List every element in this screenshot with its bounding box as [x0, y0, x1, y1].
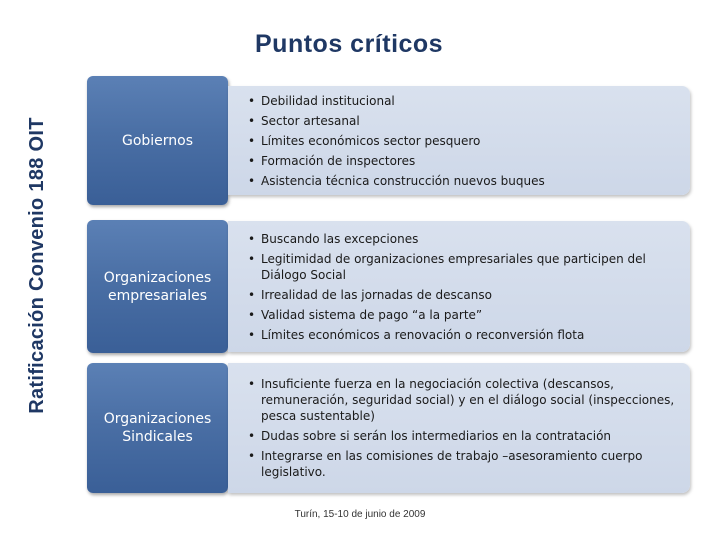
list-item: • Integrarse en las comisiones de trabajo –asesoramiento cuerpo legislativo.: [248, 448, 680, 480]
row-label-organizaciones-sindicales: [87, 363, 228, 493]
list-item: • Legitimidad de organizaciones empresariales que participen del Diálogo Social: [248, 251, 680, 283]
row-label-text: Organizaciones Sindicales: [103, 411, 212, 445]
row-content-organizaciones-sindicales: [228, 363, 690, 493]
list-item: • Asistencia técnica construcción nuevos buques: [248, 173, 680, 189]
list-item: • Límites económicos sector pesquero: [248, 133, 680, 149]
bullet-list: [248, 376, 680, 480]
side-title-text: Ratificación Convenio 188 OIT: [25, 116, 48, 414]
list-item: • Formación de inspectores: [248, 153, 680, 169]
list-item: • Sector artesanal: [248, 113, 680, 129]
footer: Turín, 15-10 de junio de 2009: [294, 509, 426, 520]
list-item: • Insuficiente fuerza en la negociación colectiva (descansos, remuneración, seguridad social) y en el diálogo social (inspecciones, pesca sustentable): [248, 376, 680, 424]
list-item: • Debilidad institucional: [248, 93, 680, 109]
side-title: [22, 60, 52, 470]
page-title: Puntos críticos: [255, 30, 444, 58]
row-label-gobiernos: [87, 76, 228, 205]
row-label-text: Gobiernos: [121, 132, 194, 149]
list-item: • Buscando las excepciones: [248, 231, 680, 247]
list-item: • Irrealidad de las jornadas de descanso: [248, 287, 680, 303]
list-item: • Validad sistema de pago “a la parte”: [248, 307, 680, 323]
bullet-list: [248, 93, 680, 189]
bullet-list: [248, 231, 680, 343]
list-item: • Dudas sobre si serán los intermediarios en la contratación: [248, 428, 680, 444]
list-item: • Límites económicos a renovación o reconversión flota: [248, 327, 680, 343]
row-content-organizaciones-empresariales: [228, 221, 690, 352]
row-label-organizaciones-empresariales: [87, 220, 228, 353]
row-content-gobiernos: [228, 86, 690, 195]
row-label-text: Organizaciones empresariales: [103, 269, 212, 304]
